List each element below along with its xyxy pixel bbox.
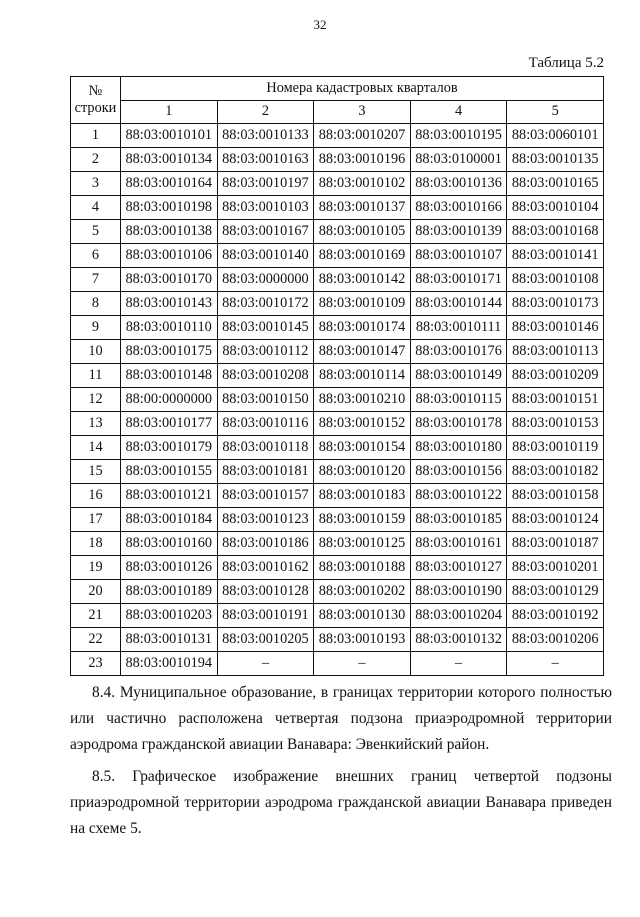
cadastral-number-cell: 88:03:0010136 [410,172,507,196]
cadastral-number-cell: 88:03:0010205 [217,628,314,652]
cadastral-number-cell: 88:03:0010150 [217,388,314,412]
cadastral-number-cell: 88:03:0010102 [314,172,411,196]
cadastral-number-cell: 88:03:0010137 [314,196,411,220]
table-row [71,124,604,148]
table-row [71,580,604,604]
cadastral-number-cell: 88:03:0010105 [314,220,411,244]
cadastral-number-cell: 88:03:0010177 [121,412,218,436]
cadastral-numbers-header: Номера кадастровых кварталов [121,77,604,101]
cadastral-number-cell: 88:03:0010158 [507,484,604,508]
cadastral-number-cell: 88:03:0010104 [507,196,604,220]
cadastral-number-cell: 88:03:0010204 [410,604,507,628]
cadastral-number-cell: 88:03:0010157 [217,484,314,508]
paragraph-8-5-first-line [70,764,612,790]
cadastral-number-cell: 88:03:0010203 [121,604,218,628]
cadastral-number-cell: 88:03:0010152 [314,412,411,436]
cadastral-number-cell: 88:03:0010210 [314,388,411,412]
cadastral-number-cell: 88:03:0010134 [121,148,218,172]
table-row [71,268,604,292]
row-number-cell: 23 [71,652,121,676]
table-row [71,436,604,460]
row-number-cell: 5 [71,220,121,244]
table-row [71,196,604,220]
cadastral-number-cell: 88:03:0010144 [410,292,507,316]
cadastral-number-cell: 88:03:0010115 [410,388,507,412]
cadastral-number-cell: 88:03:0010167 [217,220,314,244]
cadastral-number-cell: 88:03:0010130 [314,604,411,628]
table-row [71,244,604,268]
cadastral-number-cell: 88:03:0010208 [217,364,314,388]
cadastral-number-cell: 88:03:0010173 [507,292,604,316]
cadastral-number-cell: 88:03:0010162 [217,556,314,580]
column-number-header: 3 [314,100,411,124]
table-row [71,364,604,388]
table-row [71,148,604,172]
cadastral-number-cell: 88:03:0010151 [507,388,604,412]
cadastral-number-cell: 88:03:0010106 [121,244,218,268]
cadastral-number-cell: 88:03:0010159 [314,508,411,532]
cadastral-number-cell: 88:03:0010168 [507,220,604,244]
table-row [71,508,604,532]
cadastral-number-cell: 88:03:0010187 [507,532,604,556]
cadastral-number-cell: – [410,652,507,676]
table-row [71,412,604,436]
table-row [71,316,604,340]
cadastral-number-cell: 88:03:0010192 [507,604,604,628]
cadastral-number-cell: 88:03:0010174 [314,316,411,340]
row-number-header [71,77,121,124]
cadastral-number-cell: 88:03:0010170 [121,268,218,292]
cadastral-number-cell: 88:03:0010138 [121,220,218,244]
row-number-cell: 21 [71,604,121,628]
cadastral-number-cell: 88:03:0010153 [507,412,604,436]
row-number-cell: 9 [71,316,121,340]
cadastral-number-cell: 88:03:0010121 [121,484,218,508]
page-number: 32 [313,17,327,32]
cadastral-number-cell: 88:00:0000000 [121,388,218,412]
cadastral-number-cell: 88:03:0010161 [410,532,507,556]
cadastral-number-cell: 88:03:0010160 [121,532,218,556]
cadastral-number-cell: 88:03:0010185 [410,508,507,532]
cadastral-number-cell: 88:03:0010149 [410,364,507,388]
cadastral-number-cell: 88:03:0010123 [217,508,314,532]
cadastral-number-cell: 88:03:0010103 [217,196,314,220]
cadastral-quarters-table [70,76,604,676]
row-number-cell: 2 [71,148,121,172]
table-row [71,388,604,412]
cadastral-number-cell: 88:03:0010118 [217,436,314,460]
cadastral-number-cell: 88:03:0000000 [217,268,314,292]
cadastral-number-cell: 88:03:0010207 [314,124,411,148]
cadastral-number-cell: 88:03:0010113 [507,340,604,364]
cadastral-number-cell: 88:03:0010171 [410,268,507,292]
cadastral-number-cell: 88:03:0010194 [121,652,218,676]
cadastral-number-cell: 88:03:0010195 [410,124,507,148]
cadastral-number-cell: 88:03:0010110 [121,316,218,340]
cadastral-number-cell: 88:03:0010165 [507,172,604,196]
cadastral-number-cell: 88:03:0010127 [410,556,507,580]
table-row [71,484,604,508]
cadastral-number-cell: 88:03:0010175 [121,340,218,364]
row-number-cell: 18 [71,532,121,556]
row-number-cell: 7 [71,268,121,292]
paragraph-word: Графическое [132,768,217,785]
cadastral-number-cell: 88:03:0010129 [507,580,604,604]
cadastral-number-cell: – [507,652,604,676]
cadastral-number-cell: 88:03:0010116 [217,412,314,436]
cadastral-number-cell: 88:03:0010120 [314,460,411,484]
cadastral-number-cell: 88:03:0010122 [410,484,507,508]
cadastral-number-cell: 88:03:0010176 [410,340,507,364]
paragraph-word: внешних [335,768,394,785]
cadastral-number-cell: 88:03:0010101 [121,124,218,148]
table-body [71,124,604,676]
row-number-cell: 6 [71,244,121,268]
cadastral-number-cell: 88:03:0010196 [314,148,411,172]
table-caption: Таблица 5.2 [528,55,604,71]
row-number-cell: 17 [71,508,121,532]
cadastral-number-cell: 88:03:0010114 [314,364,411,388]
row-number-cell: 16 [71,484,121,508]
cadastral-number-cell: 88:03:0010193 [314,628,411,652]
table-row [71,628,604,652]
cadastral-number-cell: 88:03:0100001 [410,148,507,172]
row-number-cell: 12 [71,388,121,412]
cadastral-number-cell: 88:03:0010172 [217,292,314,316]
table-row [71,292,604,316]
row-number-header-line2: строки [74,100,117,116]
cadastral-number-cell: 88:03:0010201 [507,556,604,580]
cadastral-number-cell: 88:03:0010202 [314,580,411,604]
cadastral-number-cell: 88:03:0010140 [217,244,314,268]
cadastral-number-cell: 88:03:0010191 [217,604,314,628]
cadastral-number-cell: 88:03:0010146 [507,316,604,340]
cadastral-number-cell: – [314,652,411,676]
cadastral-number-cell: 88:03:0010179 [121,436,218,460]
table-row [71,172,604,196]
cadastral-number-cell: 88:03:0010141 [507,244,604,268]
cadastral-number-cell: 88:03:0010188 [314,556,411,580]
cadastral-number-cell: 88:03:0010164 [121,172,218,196]
cadastral-number-cell: 88:03:0010209 [507,364,604,388]
cadastral-number-cell: 88:03:0010143 [121,292,218,316]
column-number-header: 2 [217,100,314,124]
cadastral-number-cell: 88:03:0010166 [410,196,507,220]
cadastral-number-cell: 88:03:0010142 [314,268,411,292]
table-row [71,604,604,628]
row-number-cell: 20 [71,580,121,604]
cadastral-number-cell: 88:03:0010206 [507,628,604,652]
cadastral-number-cell: 88:03:0010154 [314,436,411,460]
cadastral-number-cell: 88:03:0010155 [121,460,218,484]
cadastral-number-cell: 88:03:0010156 [410,460,507,484]
row-number-cell: 11 [71,364,121,388]
cadastral-number-cell: 88:03:0010183 [314,484,411,508]
paragraph-word: изображение [233,768,319,785]
paragraph-word: подзоны [556,768,612,785]
column-number-header: 1 [121,100,218,124]
paragraph-word: четвертой [473,768,539,785]
cadastral-number-cell: 88:03:0010112 [217,340,314,364]
table-row [71,340,604,364]
paragraph-8-4: 8.4. Муниципальное образование, в границах территории которого полностью или частично расположена четвертая подзона приаэродромной территории аэродрома гражданской авиации Ванавара: Эвенкийский район. [70,684,612,753]
row-number-cell: 4 [71,196,121,220]
cadastral-number-cell: 88:03:0010119 [507,436,604,460]
cadastral-number-cell: 88:03:0010128 [217,580,314,604]
cadastral-number-cell: 88:03:0010190 [410,580,507,604]
paragraph-word: 8.5. [92,768,116,785]
row-number-cell: 15 [71,460,121,484]
cadastral-number-cell: 88:03:0010163 [217,148,314,172]
row-number-cell: 3 [71,172,121,196]
cadastral-number-cell: 88:03:0010180 [410,436,507,460]
cadastral-number-cell: – [217,652,314,676]
cadastral-number-cell: 88:03:0010189 [121,580,218,604]
table-row [71,220,604,244]
cadastral-number-cell: 88:03:0010107 [410,244,507,268]
cadastral-number-cell: 88:03:0010147 [314,340,411,364]
cadastral-number-cell: 88:03:0010181 [217,460,314,484]
table-header-row [71,77,604,101]
cadastral-number-cell: 88:03:0010126 [121,556,218,580]
paragraph-word: границ [410,768,457,785]
row-number-cell: 10 [71,340,121,364]
cadastral-number-cell: 88:03:0010131 [121,628,218,652]
cadastral-number-cell: 88:03:0010182 [507,460,604,484]
cadastral-number-cell: 88:03:0010108 [507,268,604,292]
row-number-header-line1: № [88,83,103,99]
cadastral-number-cell: 88:03:0010125 [314,532,411,556]
table-row [71,460,604,484]
cadastral-number-cell: 88:03:0010169 [314,244,411,268]
table-row [71,532,604,556]
cadastral-number-cell: 88:03:0010109 [314,292,411,316]
cadastral-number-cell: 88:03:0010186 [217,532,314,556]
cadastral-number-cell: 88:03:0010135 [507,148,604,172]
row-number-cell: 19 [71,556,121,580]
cadastral-number-cell: 88:03:0010148 [121,364,218,388]
table-row [71,652,604,676]
column-number-row [71,100,604,124]
row-number-cell: 8 [71,292,121,316]
cadastral-number-cell: 88:03:0010145 [217,316,314,340]
row-number-cell: 14 [71,436,121,460]
column-number-header: 5 [507,100,604,124]
cadastral-number-cell: 88:03:0010132 [410,628,507,652]
cadastral-number-cell: 88:03:0060101 [507,124,604,148]
paragraph-8-5-rest: приаэродромной территории аэродрома гражданской авиации Ванавара приведен на схеме 5. [70,794,612,837]
cadastral-number-cell: 88:03:0010139 [410,220,507,244]
row-number-cell: 13 [71,412,121,436]
cadastral-number-cell: 88:03:0010133 [217,124,314,148]
cadastral-number-cell: 88:03:0010184 [121,508,218,532]
paragraph-8-5 [70,764,612,842]
cadastral-number-cell: 88:03:0010198 [121,196,218,220]
cadastral-number-cell: 88:03:0010111 [410,316,507,340]
table-row [71,556,604,580]
row-number-cell: 1 [71,124,121,148]
cadastral-number-cell: 88:03:0010124 [507,508,604,532]
column-number-header: 4 [410,100,507,124]
row-number-cell: 22 [71,628,121,652]
cadastral-number-cell: 88:03:0010178 [410,412,507,436]
cadastral-number-cell: 88:03:0010197 [217,172,314,196]
